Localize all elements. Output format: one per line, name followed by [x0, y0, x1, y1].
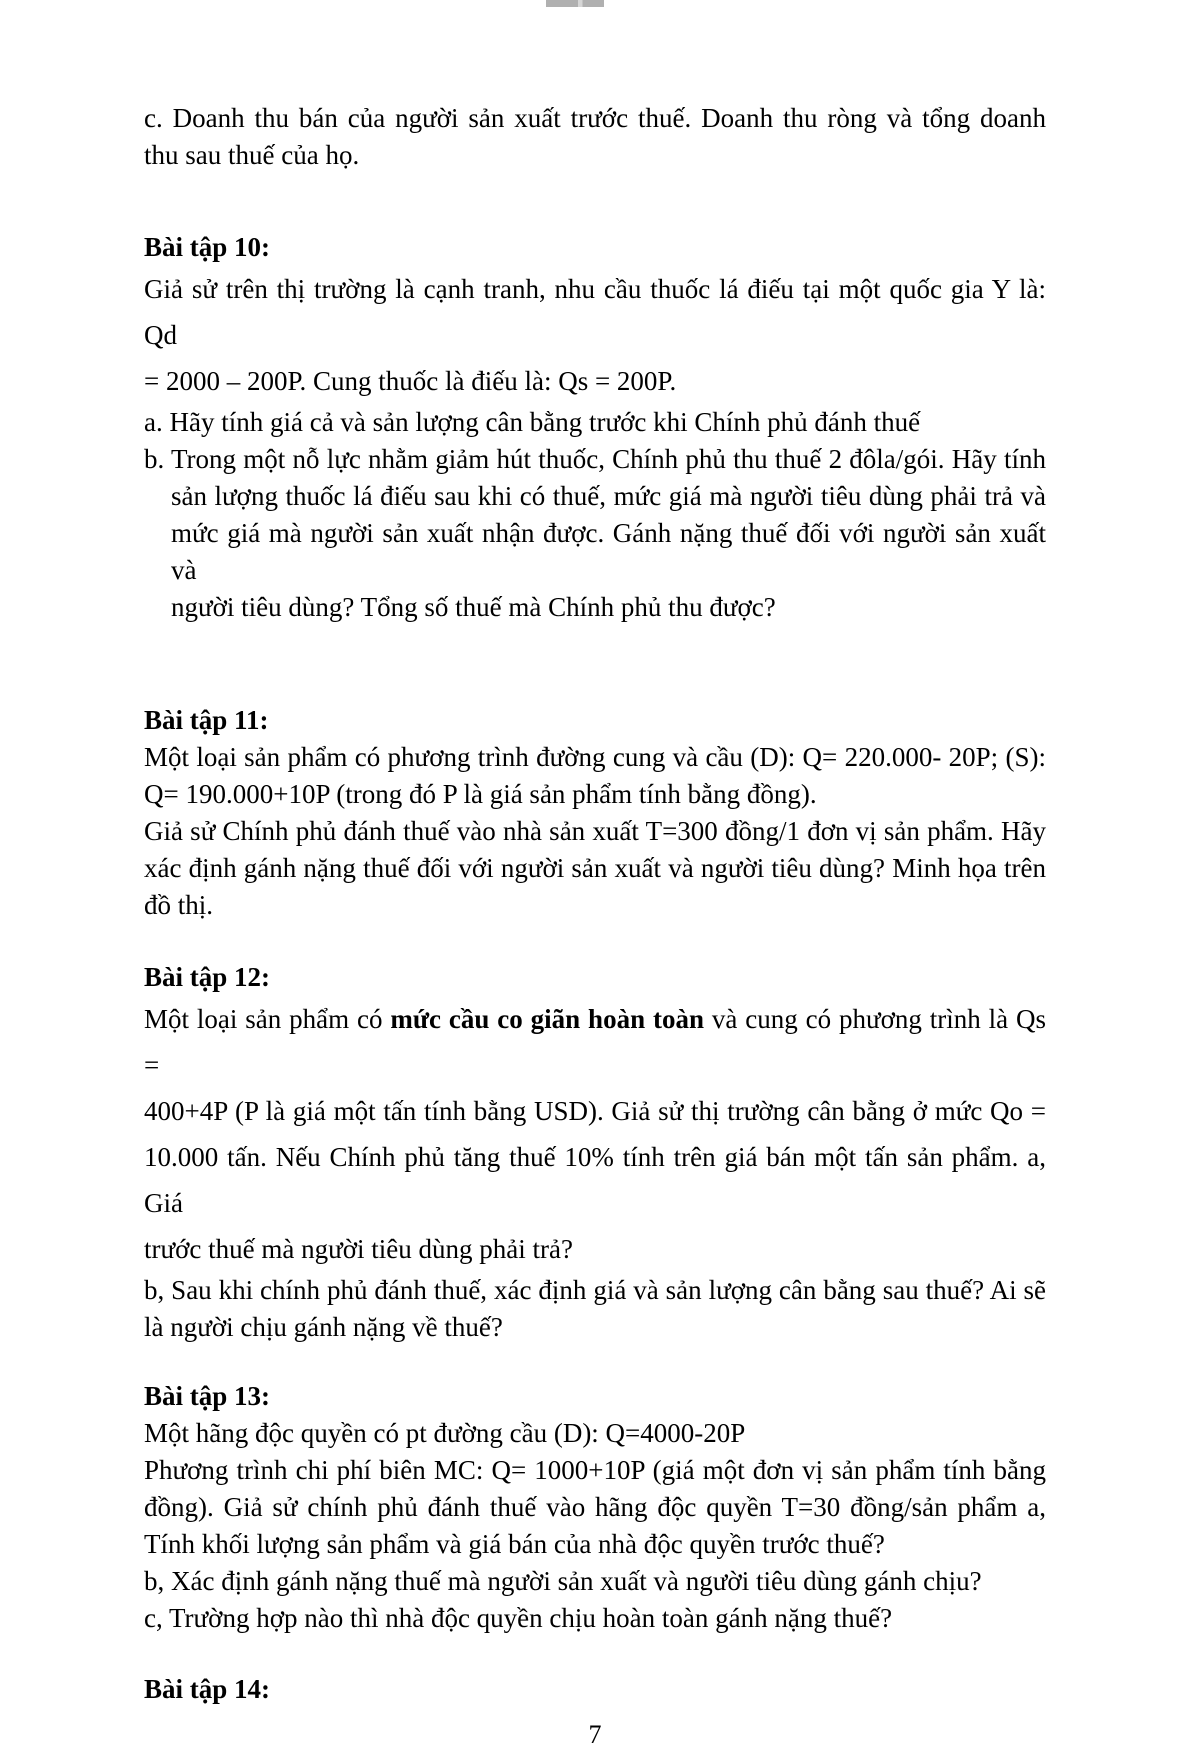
text-line: = 2000 – 200P. Cung thuốc là điếu là: Qs = 200P.	[144, 366, 677, 396]
text-line: 400+4P (P là giá một tấn tính bằng USD). Giả sử thị trường cân bằng ở mức Qo =	[144, 1096, 1046, 1126]
text-line: đồng). Giả sử chính phủ đánh thuế vào hãng độc quyền T=30 đồng/sản phẩm a,	[144, 1492, 1046, 1522]
text-line: Tính khối lượng sản phẩm và giá bán của nhà độc quyền trước thuế?	[144, 1529, 885, 1559]
text-line: thu sau thuế của họ.	[144, 140, 360, 170]
section-title-bt11: Bài tập 11:	[144, 705, 269, 735]
text-line: là người chịu gánh nặng về thuế?	[144, 1312, 503, 1342]
text-line: c. Doanh thu bán của người sản xuất trước thuế. Doanh thu ròng và tổng doanh	[144, 103, 1046, 133]
text-line: người tiêu dùng? Tổng số thuế mà Chính phủ thu được?	[171, 592, 776, 622]
bt10-item-b	[144, 441, 1046, 626]
section-title-bt10: Bài tập 10:	[144, 232, 271, 262]
section-title-bt12: Bài tập 12:	[144, 962, 271, 992]
section-title-bt13: Bài tập 13:	[144, 1381, 271, 1411]
text-run: Một loại sản phẩm có	[144, 1004, 391, 1034]
text-run: và cung có phương trình là Qs =	[144, 1004, 1046, 1080]
bt11-body	[144, 739, 1046, 924]
paragraph-item-c	[144, 100, 1046, 174]
text-line: sản lượng thuốc lá điếu sau khi có thuế, mức giá mà người tiêu dùng phải trả và	[171, 481, 1046, 511]
bt12-paragraph	[144, 996, 1046, 1272]
text-line: b. Trong một nỗ lực nhằm giảm hút thuốc, Chính phủ thu thuế 2 đôla/gói. Hãy tính	[144, 444, 1046, 474]
bt10-item-a: a. Hãy tính giá cả và sản lượng cân bằng trước khi Chính phủ đánh thuế	[144, 407, 921, 437]
text-line: c, Trường hợp nào thì nhà độc quyền chịu hoàn toàn gánh nặng thuế?	[144, 1603, 893, 1633]
text-line: Giả sử trên thị trường là cạnh tranh, nhu cầu thuốc lá điếu tại một quốc gia Y là: Qd	[144, 274, 1046, 350]
text-line	[144, 996, 1046, 1088]
section-title-bt14: Bài tập 14:	[144, 1674, 271, 1704]
text-line: Một loại sản phẩm có phương trình đường cung và cầu (D): Q= 220.000- 20P; (S):	[144, 742, 1046, 772]
bt10-intro-paragraph	[144, 266, 1046, 404]
page-content	[144, 100, 1046, 1753]
text-line: đồ thị.	[144, 890, 214, 920]
bt13-body	[144, 1415, 1046, 1637]
text-line: Giả sử Chính phủ đánh thuế vào nhà sản xuất T=300 đồng/1 đơn vị sản phẩm. Hãy	[144, 816, 1046, 846]
text-line: xác định gánh nặng thuế đối với người sản xuất và người tiêu dùng? Minh họa trên	[144, 853, 1046, 883]
clipped-header-fragment	[546, 0, 604, 7]
text-line: b, Sau khi chính phủ đánh thuế, xác định giá và sản lượng cân bằng sau thuế? Ai sẽ	[144, 1275, 1046, 1305]
text-line: 10.000 tấn. Nếu Chính phủ tăng thuế 10% tính trên giá bán một tấn sản phẩm. a, Giá	[144, 1142, 1046, 1218]
bt12-item-b	[144, 1272, 1046, 1346]
text-line: Q= 190.000+10P (trong đó P là giá sản phẩm tính bằng đồng).	[144, 779, 817, 809]
text-line: mức giá mà người sản xuất nhận được. Gánh nặng thuế đối với người sản xuất và	[171, 518, 1046, 585]
text-line: Phương trình chi phí biên MC: Q= 1000+10P (giá một đơn vị sản phẩm tính bằng	[144, 1455, 1046, 1485]
page-number: 7	[588, 1720, 602, 1749]
text-line: b, Xác định gánh nặng thuế mà người sản xuất và người tiêu dùng gánh chịu?	[144, 1566, 982, 1596]
bold-text-run: mức cầu co giãn hoàn toàn	[390, 1004, 704, 1034]
text-line: Một hãng độc quyền có pt đường cầu (D): Q=4000-20P	[144, 1418, 746, 1448]
text-line: trước thuế mà người tiêu dùng phải trả?	[144, 1234, 573, 1264]
